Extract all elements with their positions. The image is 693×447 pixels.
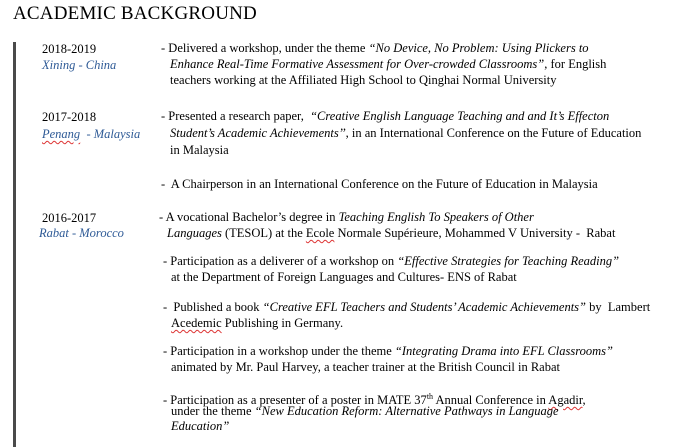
entry-line: under the theme “New Education Reform: Alternative Pathways in Language: [171, 404, 559, 418]
entry-line: Education”: [171, 419, 230, 433]
entry-line: - Published a book “Creative EFL Teachers and Students’ Academic Achievements” by Lambert: [163, 300, 651, 314]
entry-line: in Malaysia: [170, 143, 229, 157]
year-label: 2018-2019: [42, 42, 97, 56]
entry-line: - Participation as a presenter of a poster in MATE 37th Annual Conference in Agadir,: [163, 392, 586, 408]
entry-line: Acedemic Publishing in Germany.: [171, 316, 344, 330]
location-label: Penang - Malaysia: [42, 127, 141, 141]
location-label: Xining - China: [42, 58, 117, 72]
vertical-rule: [13, 42, 16, 447]
entry-line: - A vocational Bachelor’s degree in Teaching English To Speakers of Other: [159, 210, 534, 224]
entry-line: Student’s Academic Achievements’’, in an International Conference on the Future of Education: [170, 126, 642, 140]
year-label: 2016-2017: [42, 211, 97, 225]
entry-line: - Participation as a deliverer of a workshop on “Effective Strategies for Teaching Reading”: [163, 254, 620, 268]
entry-line: - A Chairperson in an International Conference on the Future of Education in Malaysia: [161, 177, 598, 191]
year-label: 2017-2018: [42, 110, 97, 124]
entry-line: animated by Mr. Paul Harvey, a teacher trainer at the British Council in Rabat: [171, 360, 561, 374]
entry-line: teachers working at the Affiliated High School to Qinghai Normal University: [170, 73, 557, 87]
entry-line: - Presented a research paper, “Creative English Language Teaching and and It’s Effecton: [161, 109, 610, 123]
entry-line: Languages (TESOL) at the Ecole Normale Supérieure, Mohammed V University - Rabat: [167, 226, 616, 240]
entry-line: - Participation in a workshop under the theme “Integrating Drama into EFL Classrooms”: [163, 344, 613, 358]
section-title: ACADEMIC BACKGROUND: [13, 3, 257, 24]
entry-line: Enhance Real-Time Formative Assessment for Over-crowded Classrooms”, for English: [170, 57, 607, 71]
entry-line: - Delivered a workshop, under the theme “No Device, No Problem: Using Plickers to: [161, 41, 589, 55]
entry-line: at the Department of Foreign Languages and Cultures- ENS of Rabat: [171, 270, 517, 284]
location-label: Rabat - Morocco: [39, 226, 124, 240]
